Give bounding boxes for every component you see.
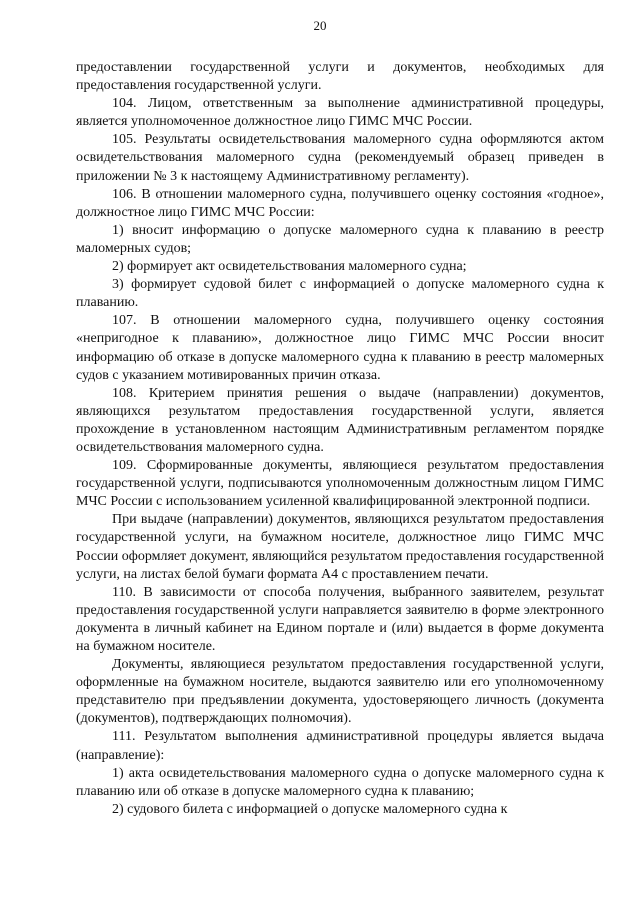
paragraph: предоставлении государственной услуги и документов, необходимых для предоставления государственной услуги. [76,60,604,94]
document-body [76,59,604,819]
paragraph: 2) судового билета с информацией о допуске маломерного судна к [112,801,508,817]
paragraph: 108. Критерием принятия решения о выдаче (направлении) документов, являющихся результатом предоставления государственной услуги, является прохождение в установленном настоящим Административным регламентом порядке освидетельствования маломерного судна. [76,385,604,455]
paragraph: 2) формирует акт освидетельствования маломерного судна; [112,259,467,275]
paragraph: 106. В отношении маломерного судна, получившего оценку состояния «годное», должностное лицо ГИМС МЧС России: [76,186,604,220]
paragraph: 111. Результатом выполнения административной процедуры является выдача (направление): [76,729,604,763]
paragraph: 1) акта освидетельствования маломерного судна о допуске маломерного судна к плаванию или об отказе в допуске маломерного судна к плаванию; [76,765,604,799]
paragraph: 110. В зависимости от способа получения, выбранного заявителем, результат предоставления государственной услуги направляется заявителю в форме электронного документа в личный кабинет на Едином портале и (или) выдается в форме документа на бумажном носителе. [76,584,604,654]
paragraph: 104. Лицом, ответственным за выполнение административной процедуры, является уполномоченное должностное лицо ГИМС МЧС России. [76,96,604,130]
paragraph: При выдаче (направлении) документов, являющихся результатом предоставления государственной услуги, на бумажном носителе, должностное лицо ГИМС МЧС России оформляет документ, являющийся результатом предоставления государственной услуги, на листах белой бумаги формата А4 с проставлением печати. [76,512,604,582]
paragraph: 3) формирует судовой билет с информацией о допуске маломерного судна к плаванию. [76,277,604,311]
page-number: 20 [313,18,327,33]
paragraph: 105. Результаты освидетельствования маломерного судна оформляются актом освидетельствования маломерного судна (рекомендуемый образец приведен в приложении № 3 к настоящему Административному регламенту). [76,132,604,184]
paragraph: 109. Сформированные документы, являющиеся результатом предоставления государственной услуги, подписываются уполномоченным должностным лицом ГИМС МЧС России с использованием усиленной квалифицированной электронной подписи. [76,458,604,510]
paragraph: Документы, являющиеся результатом предоставления государственной услуги, оформленные на бумажном носителе, выдаются заявителю или его уполномоченному представителю при предъявлении документа, удостоверяющего личность (документа (документов), подтверждающих полномочия). [76,657,604,727]
paragraph: 107. В отношении маломерного судна, получившего оценку состояния «непригодное к плаванию», должностное лицо ГИМС МЧС России вносит информацию об отказе в допуске маломерного судна к плаванию в реестр маломерных судов с указанием мотивированных причин отказа. [76,313,604,383]
paragraph: 1) вносит информацию о допуске маломерного судна к плаванию в реестр маломерных судов; [76,222,604,256]
